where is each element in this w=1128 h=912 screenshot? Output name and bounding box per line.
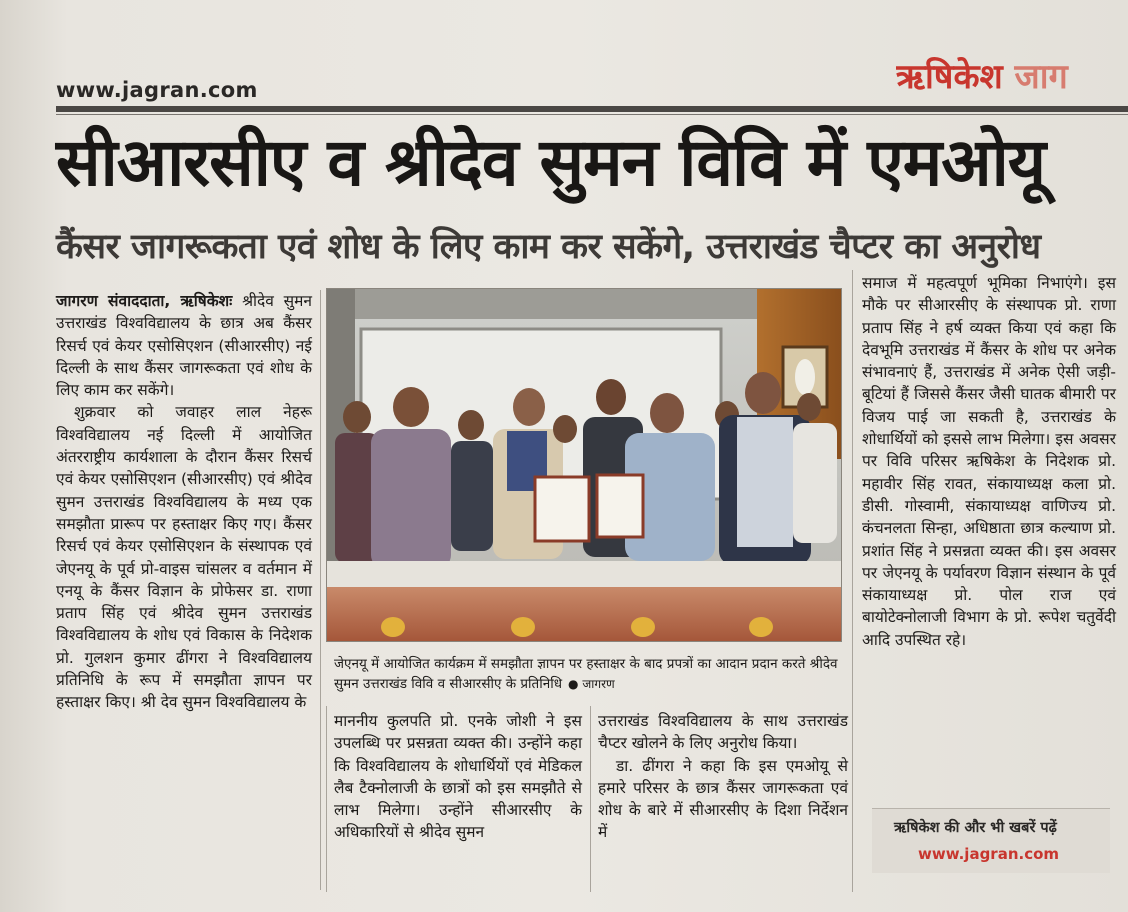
promo-text: ऋषिकेश की और भी खबरें पढ़ें bbox=[894, 820, 1057, 836]
column-divider bbox=[326, 706, 327, 892]
paragraph-2: शुक्रवार को जवाहर लाल नेहरू विश्वविद्यालय नई दिल्ली में आयोजित अंतरराष्ट्रीय कार्यशाला के दौरान कैंसर रिसर्च एवं केयर एसोसिएशन (सीआरसीए) एवं श्रीदेव सुमन उत्तराखंड विश्वविद्यालय के मध्य एक समझौता प्रारूप पर हस्ताक्षर किए गए। कैंसर रिसर्च एवं केयर एसोसिएशन के संस्थापक एवं जेएनयू के पूर्व प्रो-वाइस चांसलर व वर्तमान में एनयू के कैंसर विज्ञान के प्रोफेसर डा. राणा प्रताप सिंह एवं श्रीदेव सुमन उत्तराखंड विश्वविद्यालय के शोध एवं विकास के निदेशक प्रो. गुलशन कुमार ढींगरा ने विश्वविद्यालय प्रतिनिधि के रूप में समझौता ज्ञापन पर हस्ताक्षर किए। श्री देव सुमन विश्वविद्यालय के bbox=[56, 403, 312, 712]
paragraph-4: उत्तराखंड विश्वविद्यालय के साथ उत्तराखंड चैप्टर खोलने के लिए अनुरोध किया। bbox=[598, 712, 848, 753]
header-rule-thin bbox=[56, 114, 1128, 115]
masthead-city: ऋषिकेश bbox=[896, 57, 1003, 97]
site-url[interactable]: www.jagran.com bbox=[56, 78, 258, 102]
article-column-4 bbox=[862, 272, 1116, 651]
masthead bbox=[896, 52, 1128, 100]
paragraph-1: श्रीदेव सुमन उत्तराखंड विश्वविद्यालय के छात्र अब कैंसर रिसर्च एवं केयर एसोसिएशन (सीआरसीए) नई दिल्ली के साथ कैंसर जागरूकता एवं शोध के लिए काम कर सकेंगे। bbox=[56, 292, 312, 400]
paragraph-6: समाज में महत्वपूर्ण भूमिका निभाएंगे। इस मौके पर सीआरसीए के संस्थापक प्रो. राणा प्रताप सिंह ने हर्ष व्यक्त किया एवं कहा कि देवभूमि उत्तराखंड में कैंसर के शोध पर अनेक संभावनाएं हैं, उत्तराखंड में अनेक ऐसी जड़ी-बूटियां हैं जिससे कैंसर जैसी घातक बीमारी पर विजय पाई जा सकती है, उत्तराखंड के शोधार्थियों को इससे लाभ मिलेगा। इस अवसर पर विवि परिसर ऋषिकेश के निदेशक प्रो. महावीर सिंह रावत, संकायाध्यक्ष कला प्रो. डीसी. गोस्वामी, संकायाध्यक्ष वाणिज्य प्रो. कंचनलता सिन्हा, अधिष्ठाता छात्र कल्याण प्रो. प्रशांत सिंह ने प्रसन्नता व्यक्त की। इस अवसर पर जेएनयू के पर्यावरण विज्ञान संस्थान के पूर्व संकायाध्यक्ष प्रो. पोल राज एवं बायोटेक्नोलाजी विभाग के प्रो. रूपेश चतुर्वेदी आदि उपस्थित रहे। bbox=[862, 274, 1116, 649]
signing-ceremony-image bbox=[327, 289, 841, 641]
photo-credit: ● जागरण bbox=[568, 677, 615, 691]
article-column-3 bbox=[598, 710, 848, 844]
article-column-2 bbox=[334, 710, 582, 844]
more-news-promo[interactable] bbox=[872, 808, 1110, 873]
article-column-1 bbox=[56, 290, 312, 714]
caption-text: जेएनयू में आयोजित कार्यक्रम में समझौता ज्ञापन पर हस्ताक्षर के बाद प्रपत्रों का आदान प्रदान करते श्रीदेव सुमन उत्तराखंड विवि व सीआरसीए के प्रतिनिधि bbox=[334, 656, 838, 692]
column-divider bbox=[320, 290, 321, 890]
header-rule bbox=[56, 106, 1128, 112]
photo-caption bbox=[334, 654, 844, 694]
subheadline: कैंसर जागरूकता एवं शोध के लिए काम कर सकेंगे, उत्तराखंड चैप्टर का अनुरोध bbox=[56, 227, 1041, 267]
column-divider bbox=[852, 270, 853, 892]
paragraph-5: डा. ढींगरा ने कहा कि इस एमओयू से हमारे परिसर के छात्र कैंसर जागरूकता एवं शोध के बारे में सीआरसीए के दिशा निर्देशन में bbox=[598, 756, 848, 842]
news-photo bbox=[326, 288, 842, 642]
masthead-paper-name: जाग bbox=[1014, 57, 1068, 97]
headline: सीआरसीए व श्रीदेव सुमन विवि में एमओयू bbox=[56, 124, 1046, 201]
column-divider bbox=[590, 706, 591, 892]
promo-url[interactable]: www.jagran.com bbox=[918, 845, 1060, 863]
byline: जागरण संवाददाता, ऋषिकेशः bbox=[56, 292, 233, 310]
paragraph-3: माननीय कुलपति प्रो. एनके जोशी ने इस उपलब्धि पर प्रसन्नता व्यक्त की। उन्होंने कहा कि विश्वविद्यालय के शोधार्थियों एवं मेडिकल लैब टैक्नोलाजी के छात्रों को इस समझौते से लाभ मिलेगा। उन्होंने सीआरसीए के अधिकारियों से श्रीदेव सुमन bbox=[334, 712, 582, 842]
